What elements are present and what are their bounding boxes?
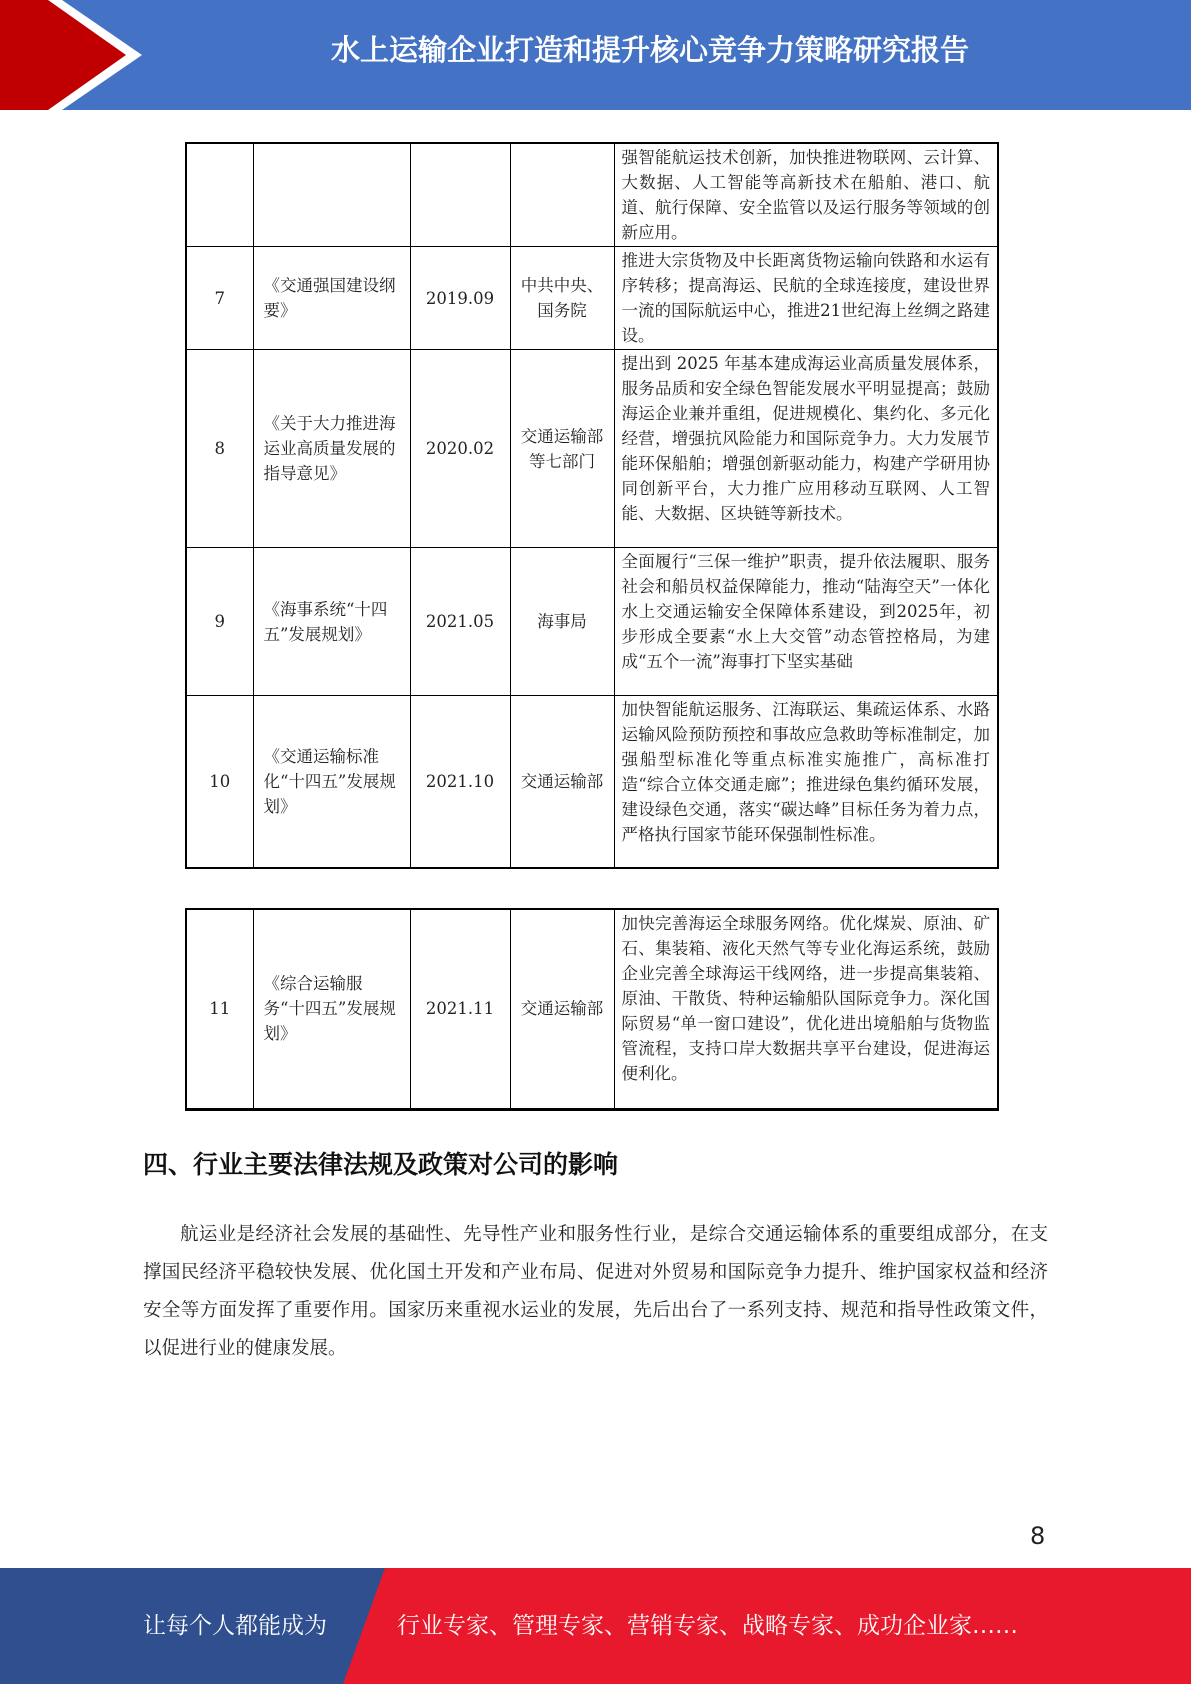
policy-name: 《综合运输服务“十四五”发展规划》	[253, 909, 410, 1109]
footer-slogan-left: 让每个人都能成为	[143, 1613, 327, 1639]
issue-date: 2021.05	[410, 548, 510, 696]
page-header	[0, 0, 1191, 110]
policy-table-bottom	[185, 908, 999, 1111]
row-number	[186, 143, 253, 247]
header-arrow-decoration	[0, 0, 160, 110]
policy-content: 提出到 2025 年基本建成海运业高质量发展体系，服务品质和安全绿色智能发展水平明显提高；鼓励海运企业兼并重组，促进规模化、集约化、多元化经营，增强抗风险能力和国际竞争力。大力发展节能环保船舶；增强创新驱动能力，构建产学研用协同创新平台，大力推广应用移动互联网、人工智能、大数据、区块链等新技术。	[614, 350, 998, 548]
page-footer	[0, 1568, 1191, 1684]
policy-name: 《交通运输标准化“十四五”发展规划》	[253, 696, 410, 868]
issuing-authority: 交通运输部等七部门	[510, 350, 614, 548]
issuing-authority	[510, 143, 614, 247]
issue-date: 2021.10	[410, 696, 510, 868]
policy-content: 全面履行“三保一维护”职责，提升依法履职、服务社会和船员权益保障能力，推动“陆海空天”一体化水上交通运输安全保障体系建设，到2025年，初步形成全要素“水上大交管”动态管控格局，为建成“五个一流”海事打下坚实基础	[614, 548, 998, 696]
row-number: 7	[186, 247, 253, 350]
issuing-authority: 交通运输部	[510, 909, 614, 1109]
issue-date: 2021.11	[410, 909, 510, 1109]
policy-name: 《交通强国建设纲要》	[253, 247, 410, 350]
table-row	[186, 909, 998, 1109]
issuing-authority: 海事局	[510, 548, 614, 696]
policy-content: 强智能航运技术创新，加快推进物联网、云计算、大数据、人工智能等高新技术在船舶、港口、航道、航行保障、安全监管以及运行服务等领域的创新应用。	[614, 143, 998, 247]
policy-name: 《关于大力推进海运业高质量发展的指导意见》	[253, 350, 410, 548]
row-number: 11	[186, 909, 253, 1109]
table-row	[186, 548, 998, 696]
table-row	[186, 143, 998, 247]
issue-date: 2020.02	[410, 350, 510, 548]
policy-content: 推进大宗货物及中长距离货物运输向铁路和水运有序转移；提高海运、民航的全球连接度，建设世界一流的国际航运中心，推进21世纪海上丝绸之路建设。	[614, 247, 998, 350]
page-number: 8	[1030, 1522, 1046, 1550]
policy-name: 《海事系统“十四五”发展规划》	[253, 548, 410, 696]
table-row	[186, 350, 998, 548]
table-row	[186, 247, 998, 350]
issue-date: 2019.09	[410, 247, 510, 350]
issue-date	[410, 143, 510, 247]
body-paragraph: 航运业是经济社会发展的基础性、先导性产业和服务性行业，是综合交通运输体系的重要组成部分，在支撑国民经济平稳较快发展、优化国土开发和产业布局、促进对外贸易和国际竞争力提升、维护国家权益和经济安全等方面发挥了重要作用。国家历来重视水运业的发展，先后出台了一系列支持、规范和指导性政策文件，以促进行业的健康发展。	[143, 1224, 1048, 1359]
row-number: 8	[186, 350, 253, 548]
policy-table-top	[185, 142, 999, 869]
policy-name	[253, 143, 410, 247]
row-number: 10	[186, 696, 253, 868]
policy-content: 加快智能航运服务、江海联运、集疏运体系、水路运输风险预防预控和事故应急救助等标准制定，加强船型标准化等重点标准实施推广，高标准打造“综合立体交通走廊”；推进绿色集约循环发展，建设绿色交通，落实“碳达峰”目标任务为着力点，严格执行国家节能环保强制性标准。	[614, 696, 998, 868]
table-row	[186, 696, 998, 868]
policy-content: 加快完善海运全球服务网络。优化煤炭、原油、矿石、集装箱、液化天然气等专业化海运系统，鼓励企业完善全球海运干线网络，进一步提高集装箱、原油、干散货、特种运输船队国际竞争力。深化国际贸易“单一窗口建设”，优化进出境船舶与货物监管流程，支持口岸大数据共享平台建设，促进海运便利化。	[614, 909, 998, 1109]
issuing-authority: 中共中央、国务院	[510, 247, 614, 350]
report-title: 水上运输企业打造和提升核心竞争力策略研究报告	[330, 33, 969, 67]
section-heading: 四、行业主要法律法规及政策对公司的影响	[143, 1150, 619, 1179]
footer-slogan-right: 行业专家、管理专家、营销专家、战略专家、成功企业家……	[397, 1613, 1018, 1639]
issuing-authority: 交通运输部	[510, 696, 614, 868]
row-number: 9	[186, 548, 253, 696]
